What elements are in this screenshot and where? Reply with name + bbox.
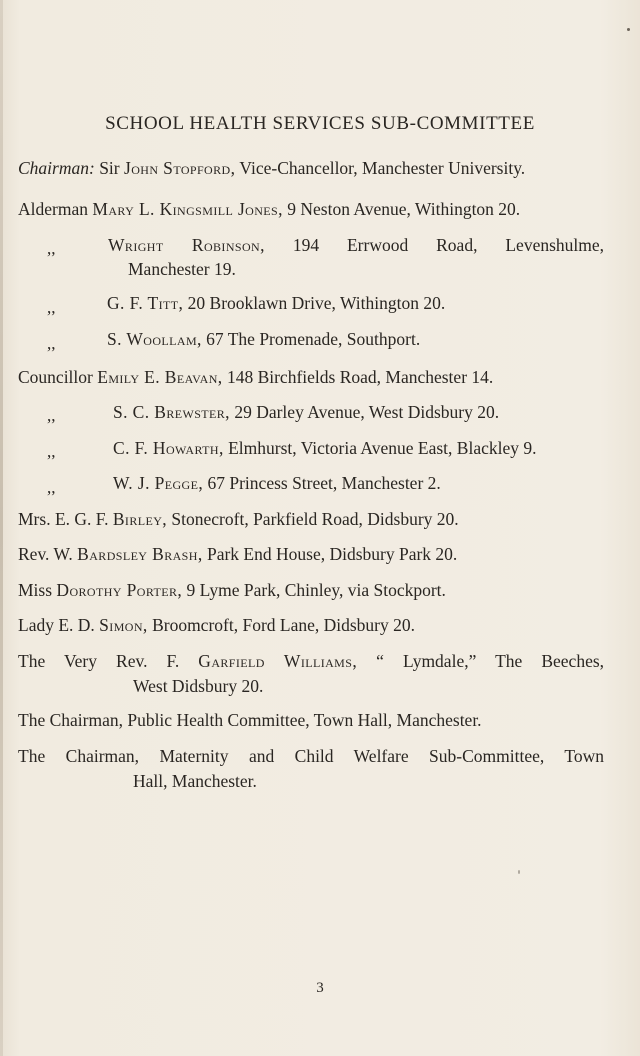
member-name: Bardsley Brash,: [77, 544, 203, 564]
member-address: The Chairman, Public Health Committee, Town Hall, Manchester.: [18, 710, 482, 730]
member-line: [18, 745, 604, 767]
councillor-entry: [113, 437, 536, 459]
member-name: G. F. Titt,: [107, 293, 184, 313]
member-name: Emily E. Beavan,: [97, 367, 223, 387]
alderman-entry: [107, 292, 445, 314]
chairman-rest: Vice-Chancellor, Manchester University.: [239, 158, 526, 178]
councillor-line: [18, 366, 493, 388]
member-line: [18, 508, 459, 530]
chairman-prefix: Sir: [99, 158, 120, 178]
member-name: Mary L. Kingsmill Jones,: [92, 199, 283, 219]
member-name: S. C. Brewster,: [113, 402, 230, 422]
member-name: Simon,: [99, 615, 148, 635]
ditto-mark: ,,: [47, 334, 56, 353]
alderman-line: [18, 198, 520, 220]
member-prefix: Miss: [18, 580, 53, 600]
member-address: Stonecroft, Parkfield Road, Didsbury 20.: [171, 509, 459, 529]
member-address: 29 Darley Avenue, West Didsbury 20.: [234, 402, 500, 422]
member-address: Broomcroft, Ford Lane, Didsbury 20.: [152, 615, 416, 635]
councillor-entry: [113, 472, 441, 494]
member-name: Garfield Williams,: [198, 651, 358, 671]
ditto-mark: ,,: [47, 406, 56, 425]
paper-speck: [627, 28, 630, 31]
councillor-entry: [113, 401, 499, 423]
member-address-continued: Manchester 19.: [128, 259, 236, 279]
member-address: The Chairman, Maternity and Child Welfare Sub-Committee, Town: [18, 746, 604, 766]
member-name: Wright Robinson,: [108, 235, 265, 255]
member-line: [18, 614, 415, 636]
chairman-line: [18, 157, 525, 179]
ditto-mark: ,,: [47, 239, 56, 258]
alderman-entry: [107, 328, 420, 350]
councillor-title: Councillor: [18, 367, 93, 387]
member-address: 194 Errwood Road, Levenshulme,: [292, 235, 605, 255]
member-address: 9 Neston Avenue, Withington 20.: [287, 199, 521, 219]
member-address: “ Lymdale,” The Beeches,: [376, 651, 605, 671]
member-name: Dorothy Porter,: [56, 580, 183, 600]
member-address-continued: Hall, Manchester.: [133, 771, 257, 791]
chairman-label: Chairman:: [18, 158, 95, 178]
member-address: 67 The Promenade, Southport.: [206, 329, 421, 349]
member-address: Park End House, Didsbury Park 20.: [206, 544, 458, 564]
paper-speck: [518, 870, 520, 874]
member-name: S. Woollam,: [107, 329, 202, 349]
member-address: 20 Brooklawn Drive, Withington 20.: [187, 293, 446, 313]
member-address: Elmhurst, Victoria Avenue East, Blackley 9.: [228, 438, 537, 458]
member-prefix: Mrs. E. G. F.: [18, 509, 109, 529]
member-address: 148 Birchfields Road, Manchester 14.: [226, 367, 494, 387]
member-line: [18, 579, 446, 601]
member-prefix: The Very Rev. F.: [18, 651, 180, 671]
member-line: [18, 709, 482, 731]
member-prefix: Rev. W.: [18, 544, 73, 564]
member-name: Birley,: [112, 509, 168, 529]
member-line: [18, 543, 457, 565]
member-line: [18, 650, 604, 672]
member-name: C. F. Howarth,: [113, 438, 224, 458]
member-name: W. J. Pegge,: [113, 473, 204, 493]
chairman-name: John Stopford,: [124, 158, 236, 178]
page-number: 3: [316, 980, 324, 996]
ditto-mark: ,,: [47, 478, 56, 497]
ditto-mark: ,,: [47, 442, 56, 461]
member-address: 9 Lyme Park, Chinley, via Stockport.: [186, 580, 446, 600]
ditto-mark: ,,: [47, 298, 56, 317]
member-prefix: Lady E. D.: [18, 615, 95, 635]
member-address-continued: West Didsbury 20.: [133, 676, 264, 696]
binding-edge: [0, 0, 3, 1056]
member-address: 67 Princess Street, Manchester 2.: [207, 473, 441, 493]
alderman-entry: [108, 234, 604, 256]
page-title: SCHOOL HEALTH SERVICES SUB-COMMITTEE: [105, 113, 535, 134]
alderman-title: Alderman: [18, 199, 88, 219]
